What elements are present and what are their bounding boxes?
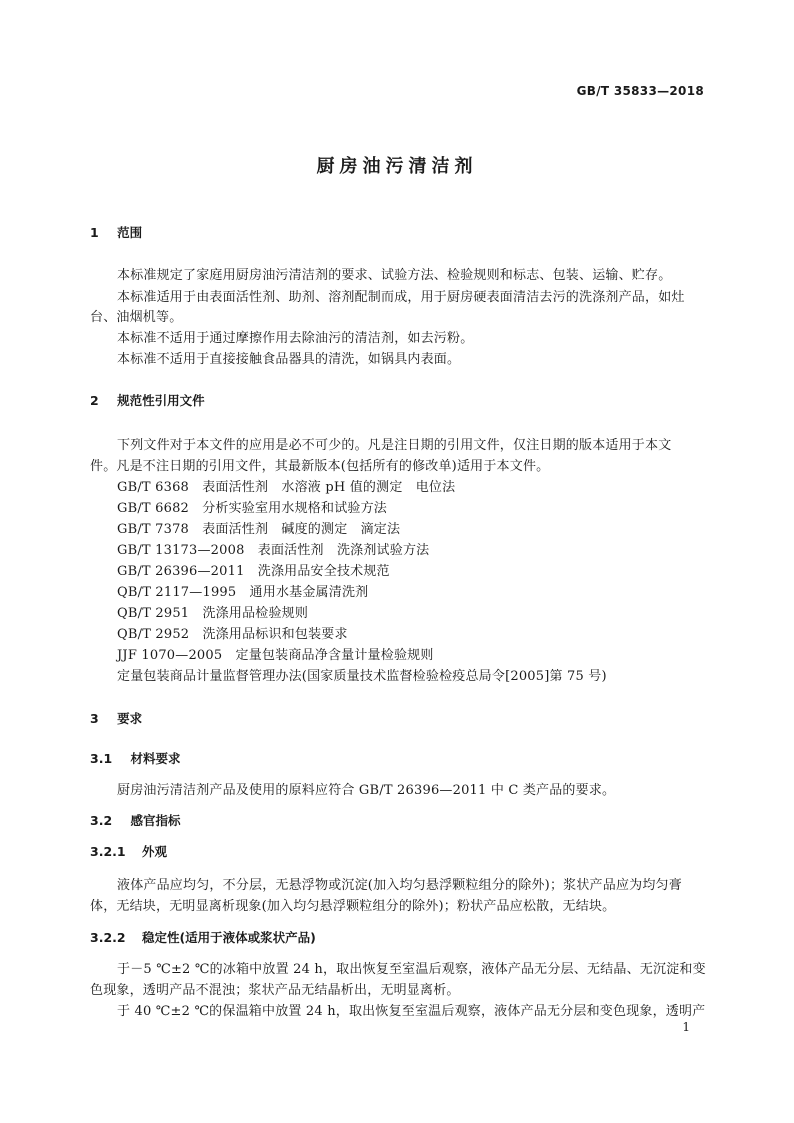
section-3-heading — [90, 709, 142, 727]
subsection-number: 3.2.2 — [90, 930, 126, 945]
subsection-title: 外观 — [141, 844, 167, 859]
document-title: 厨房油污清洁剂 — [316, 156, 478, 177]
paragraph: 于 40 ℃±2 ℃的保温箱中放置 24 h，取出恢复至室温后观察，液体产品无分层和变色现象，透明产 — [117, 1004, 706, 1019]
section-title: 规范性引用文件 — [117, 393, 205, 408]
section-2-heading — [90, 391, 205, 409]
reference-item: QB/T 2952 洗涤用品标识和包装要求 — [117, 627, 348, 642]
page-number: 1 — [682, 1020, 690, 1034]
section-title: 范围 — [117, 225, 143, 240]
paragraph: 本标准不适用于直接接触食品器具的清洗，如锅具内表面。 — [117, 352, 461, 367]
paragraph: 液体产品应均匀，不分层，无悬浮物或沉淀(加入均匀悬浮颗粒组分的除外)；浆状产品应为均匀膏 — [117, 878, 682, 893]
reference-item: 定量包装商品计量监督管理办法(国家质量技术监督检验检疫总局令[2005]第 75 号) — [117, 669, 607, 684]
reference-item: GB/T 6368 表面活性剂 水溶液 pH 值的测定 电位法 — [117, 480, 456, 495]
subsection-number: 3.2 — [90, 813, 113, 828]
standard-number: GB/T 35833—2018 — [576, 84, 704, 98]
reference-item: QB/T 2951 洗涤用品检验规则 — [117, 606, 309, 621]
subsection-number: 3.1 — [90, 751, 113, 766]
subsection-3-2-2-heading — [90, 928, 316, 946]
paragraph: 本标准不适用于通过摩擦作用去除油污的清洁剂，如去污粉。 — [117, 331, 474, 346]
paragraph: 件。凡是不注日期的引用文件，其最新版本(包括所有的修改单)适用于本文件。 — [90, 459, 550, 474]
paragraph: 本标准适用于由表面活性剂、助剂、溶剂配制而成，用于厨房硬表面清洁去污的洗涤剂产品，如灶 — [117, 290, 685, 305]
subsection-title: 材料要求 — [130, 751, 181, 766]
paragraph: 台、油烟机等。 — [90, 310, 183, 325]
subsection-3-2-heading — [90, 811, 181, 829]
reference-item: GB/T 26396—2011 洗涤用品安全技术规范 — [117, 564, 390, 579]
reference-item: JJF 1070—2005 定量包装商品净含量计量检验规则 — [117, 648, 434, 663]
paragraph: 色现象，透明产品不混浊；浆状产品无结晶析出，无明显离析。 — [90, 983, 460, 998]
subsection-3-2-1-heading — [90, 842, 167, 860]
reference-item: GB/T 7378 表面活性剂 碱度的测定 滴定法 — [117, 522, 401, 537]
subsection-number: 3.2.1 — [90, 844, 126, 859]
paragraph: 本标准规定了家庭用厨房油污清洁剂的要求、试验方法、检验规则和标志、包装、运输、贮存。 — [117, 268, 672, 283]
section-number: 1 — [90, 225, 99, 240]
paragraph: 下列文件对于本文件的应用是必不可少的。凡是注日期的引用文件，仅注日期的版本适用于本文 — [117, 438, 672, 453]
subsection-3-1-heading — [90, 749, 181, 767]
section-number: 3 — [90, 711, 99, 726]
section-title: 要求 — [117, 711, 143, 726]
subsection-title: 稳定性(适用于液体或浆状产品) — [141, 930, 316, 945]
paragraph: 厨房油污清洁剂产品及使用的原料应符合 GB/T 26396—2011 中 C 类产品的要求。 — [117, 783, 616, 798]
reference-item: GB/T 6682 分析实验室用水规格和试验方法 — [117, 501, 388, 516]
paragraph: 于－5 ℃±2 ℃的冰箱中放置 24 h，取出恢复至室温后观察，液体产品无分层、无结晶、无沉淀和变 — [117, 962, 706, 977]
reference-item: QB/T 2117—1995 通用水基金属清洗剂 — [117, 585, 369, 600]
section-1-heading — [90, 223, 142, 241]
subsection-title: 感官指标 — [130, 813, 181, 828]
section-number: 2 — [90, 393, 99, 408]
paragraph: 体，无结块，无明显离析现象(加入均匀悬浮颗粒组分的除外)；粉状产品应松散，无结块。 — [90, 899, 616, 914]
reference-item: GB/T 13173—2008 表面活性剂 洗涤剂试验方法 — [117, 543, 430, 558]
